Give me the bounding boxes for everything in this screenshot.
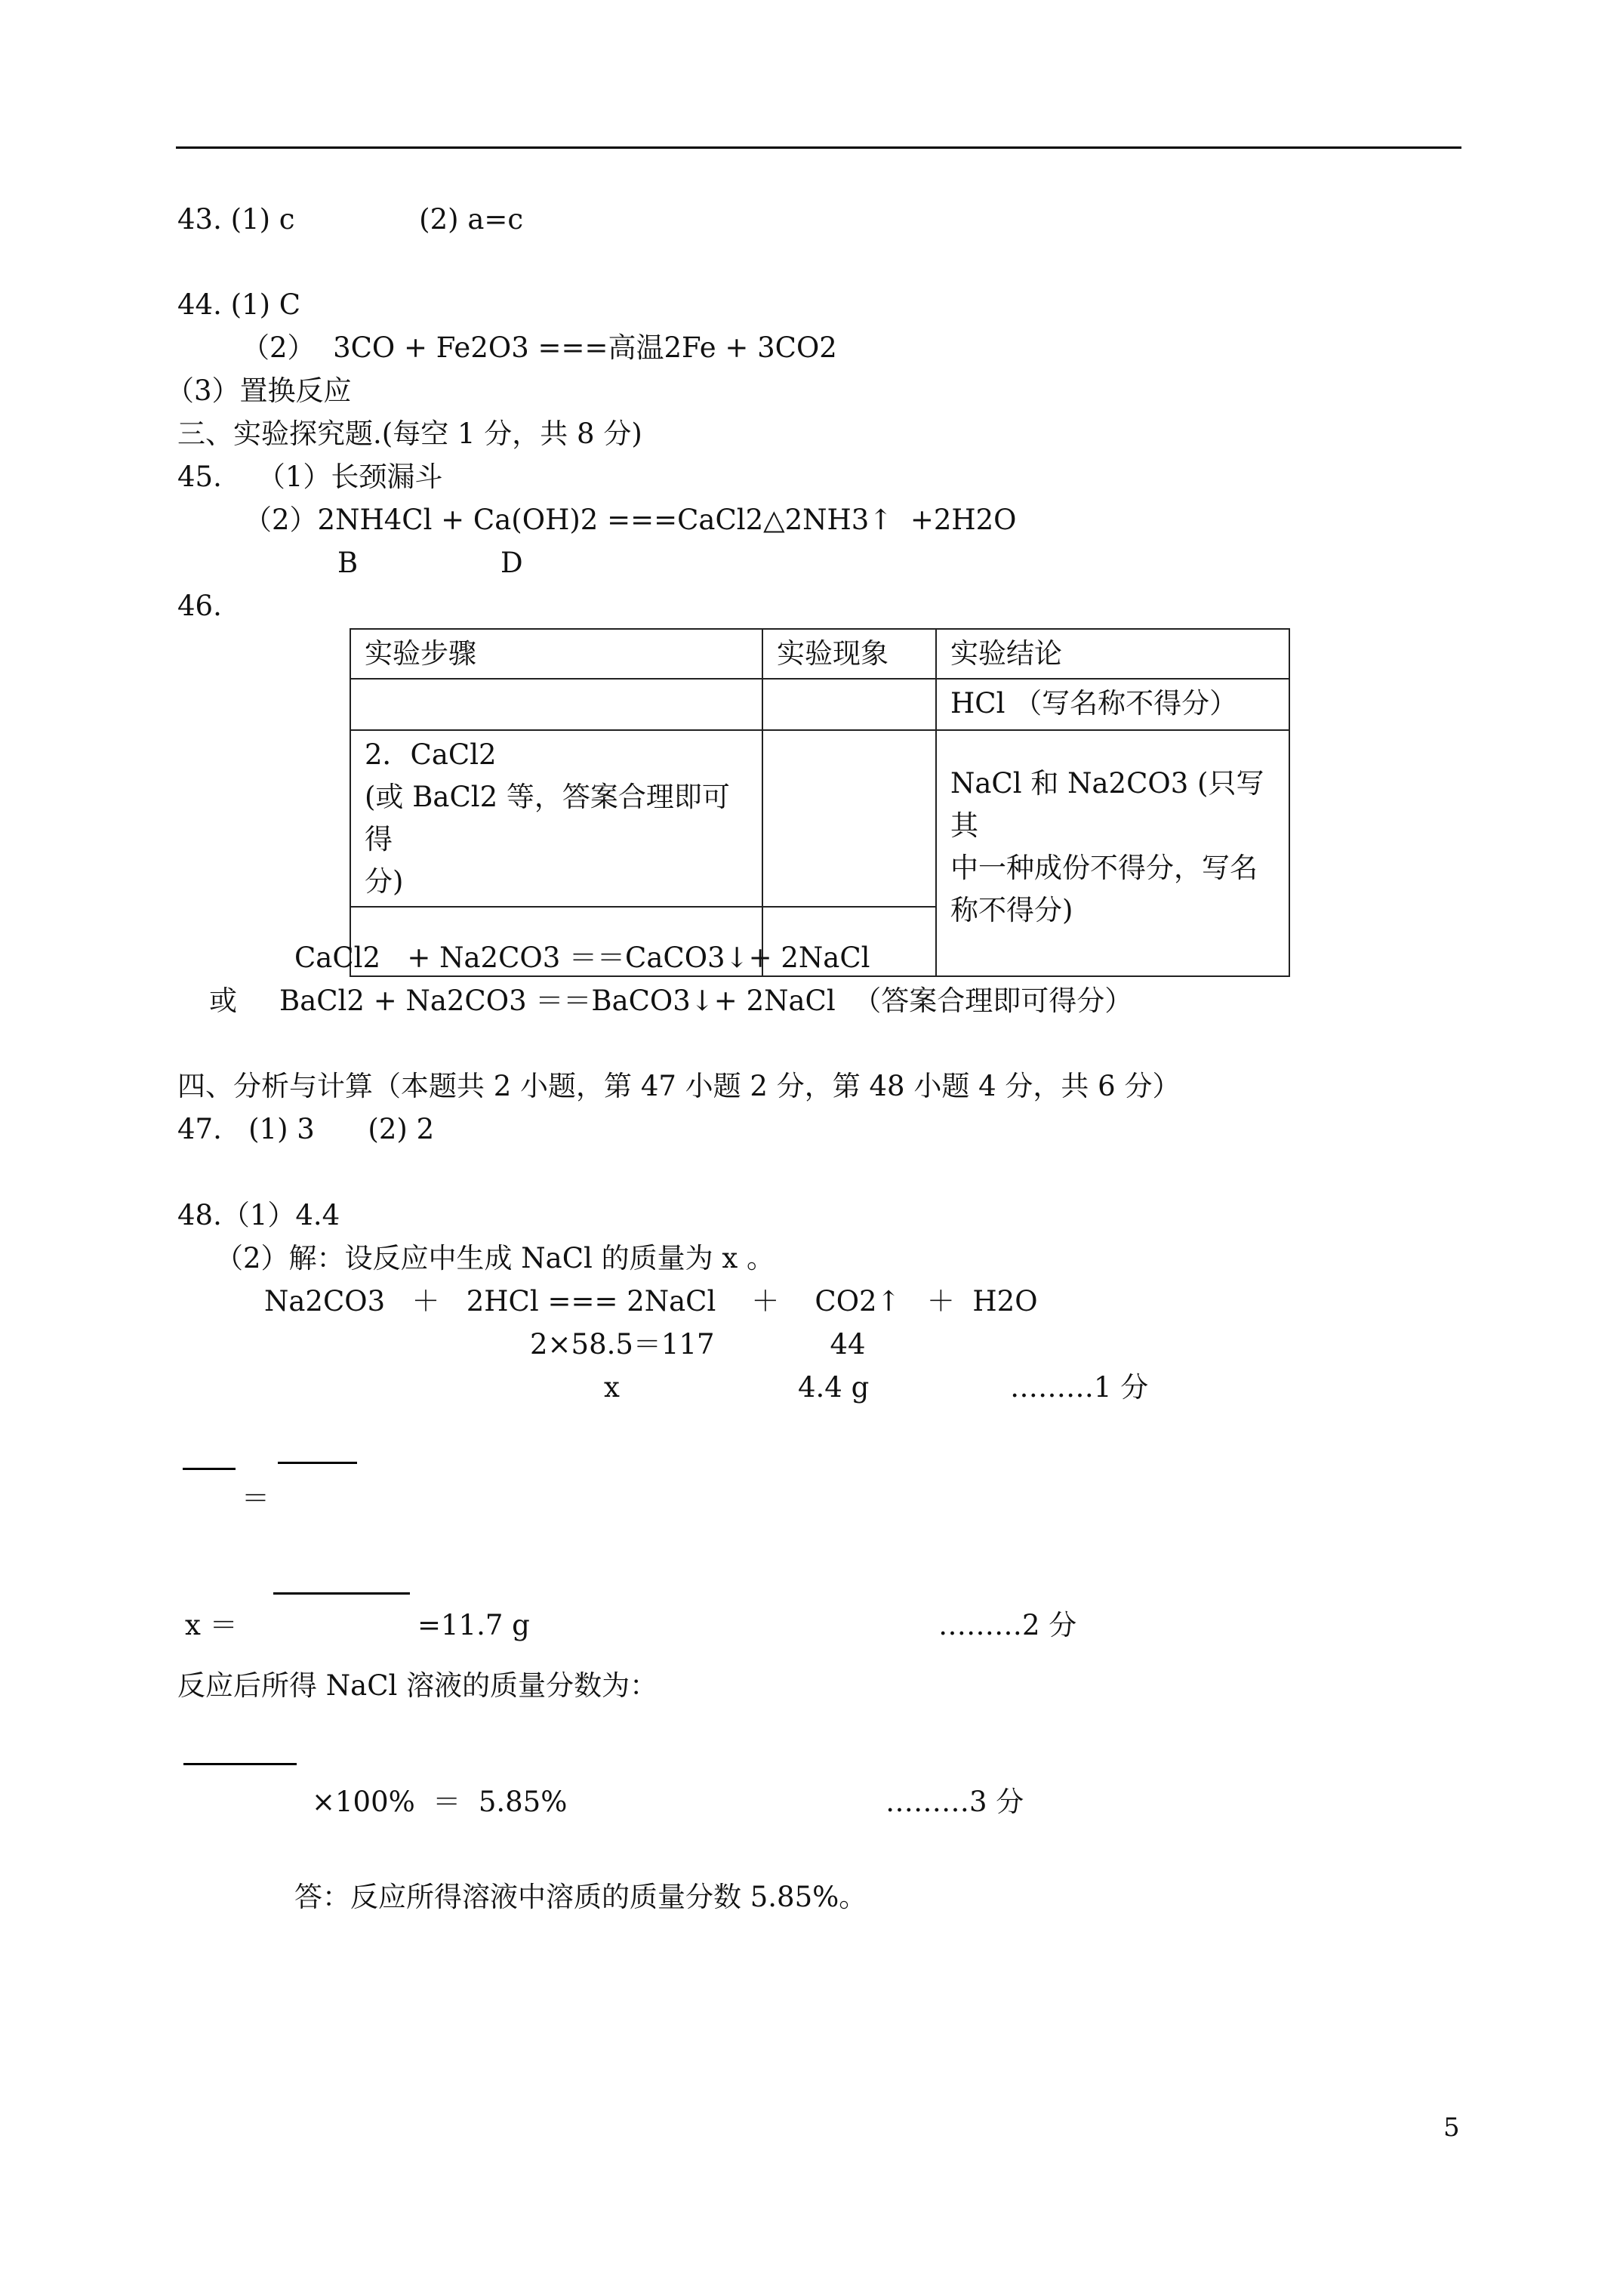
q45-part2: （2）2NH4Cl + Ca(OH)2 ===CaCl2△2NH3↑ +2H2O	[244, 504, 1017, 536]
experiment-table	[350, 628, 1290, 977]
table-header-step: 实验步骤	[350, 629, 762, 679]
q48-part2: （2）解：设反应中生成 NaCl 的质量为 x 。	[215, 1242, 775, 1274]
section3-heading: 三、实验探究题.(每空 1 分，共 8 分)	[177, 418, 642, 450]
conclusion2-line1: NaCl 和 Na2CO3 (只写其	[950, 767, 1264, 842]
q48-score-3: ………3 分	[885, 1786, 1024, 1818]
q43-line: 43. (1) c (2) a=c	[177, 203, 524, 236]
conclusion2-line3: 称不得分)	[950, 894, 1073, 926]
conclusion2-line2: 中一种成份不得分，写名	[950, 852, 1258, 884]
q48-score-1: ………1 分	[1010, 1371, 1149, 1404]
table-cell-phenomenon-2	[762, 730, 936, 907]
q45-answer-d: D	[500, 547, 523, 579]
q46-equation-1: CaCl2 + Na2CO3 ＝＝CaCO3↓+ 2NaCl	[294, 942, 870, 974]
q45-part1: 45. （1）长颈漏斗	[177, 461, 443, 493]
q46-equation-2: BaCl2 + Na2CO3 ＝＝BaCO3↓+ 2NaCl （答案合理即可得分）	[279, 985, 1133, 1017]
q48-part1: 48.（1）4.4	[177, 1199, 340, 1231]
fraction-bar-left	[183, 1468, 236, 1470]
q45-answer-b: B	[337, 547, 359, 579]
page-number: 5	[1443, 2113, 1460, 2143]
table-cell-conclusion-1: HCl （写名称不得分）	[936, 679, 1289, 730]
table-header-phenomenon: 实验现象	[762, 629, 936, 679]
step2-line1: 2．CaCl2	[365, 738, 497, 771]
section4-heading: 四、分析与计算（本题共 2 小题，第 47 小题 2 分，第 48 小题 4 分，共 6 分）	[177, 1070, 1181, 1102]
q47-line: 47. (1) 3 (2) 2	[177, 1113, 435, 1145]
table-cell-phenomenon-1	[762, 679, 936, 730]
q44-part2: （2） 3CO + Fe2O3 ===高温2Fe + 3CO2	[242, 331, 837, 364]
q48-equation: Na2CO3 ＋ 2HCl === 2NaCl ＋ CO2↑ ＋ H2O	[264, 1285, 1038, 1318]
q44-part3: （3）置换反应	[166, 374, 352, 407]
header-rule	[176, 146, 1461, 149]
q48-g-label: 4.4 g	[798, 1371, 870, 1404]
q48-answer: 答：反应所得溶液中溶质的质量分数 5.85%。	[294, 1881, 867, 1913]
q46-label: 46.	[177, 590, 222, 622]
fraction-bar-x	[273, 1592, 410, 1595]
q48-score-2: ………2 分	[938, 1609, 1077, 1641]
table-cell-conclusion-2	[936, 730, 1289, 976]
table-header-conclusion: 实验结论	[936, 629, 1289, 679]
q48-x-result: =11.7 g	[417, 1609, 530, 1641]
q48-percent: ×100% ＝ 5.85%	[312, 1786, 568, 1818]
fraction-bar-percent	[183, 1763, 297, 1765]
q46-equation-2-prefix: 或	[209, 985, 237, 1017]
q48-x-equals: x ＝	[185, 1609, 238, 1641]
q44-part1: 44. (1) C	[177, 288, 301, 321]
q48-proportion-equals: ＝	[242, 1482, 269, 1515]
q48-mass-line: 2×58.5＝117 44	[530, 1328, 866, 1361]
q48-x-label: x	[604, 1371, 620, 1404]
step2-line2: (或 BaCl2 等，答案合理即可得	[365, 781, 730, 855]
fraction-bar-right	[278, 1462, 357, 1464]
step2-line3: 分)	[365, 865, 404, 898]
q48-fraction-intro: 反应后所得 NaCl 溶液的质量分数为：	[177, 1669, 658, 1702]
table-cell-step-2	[350, 730, 762, 907]
table-cell-step-1	[350, 679, 762, 730]
